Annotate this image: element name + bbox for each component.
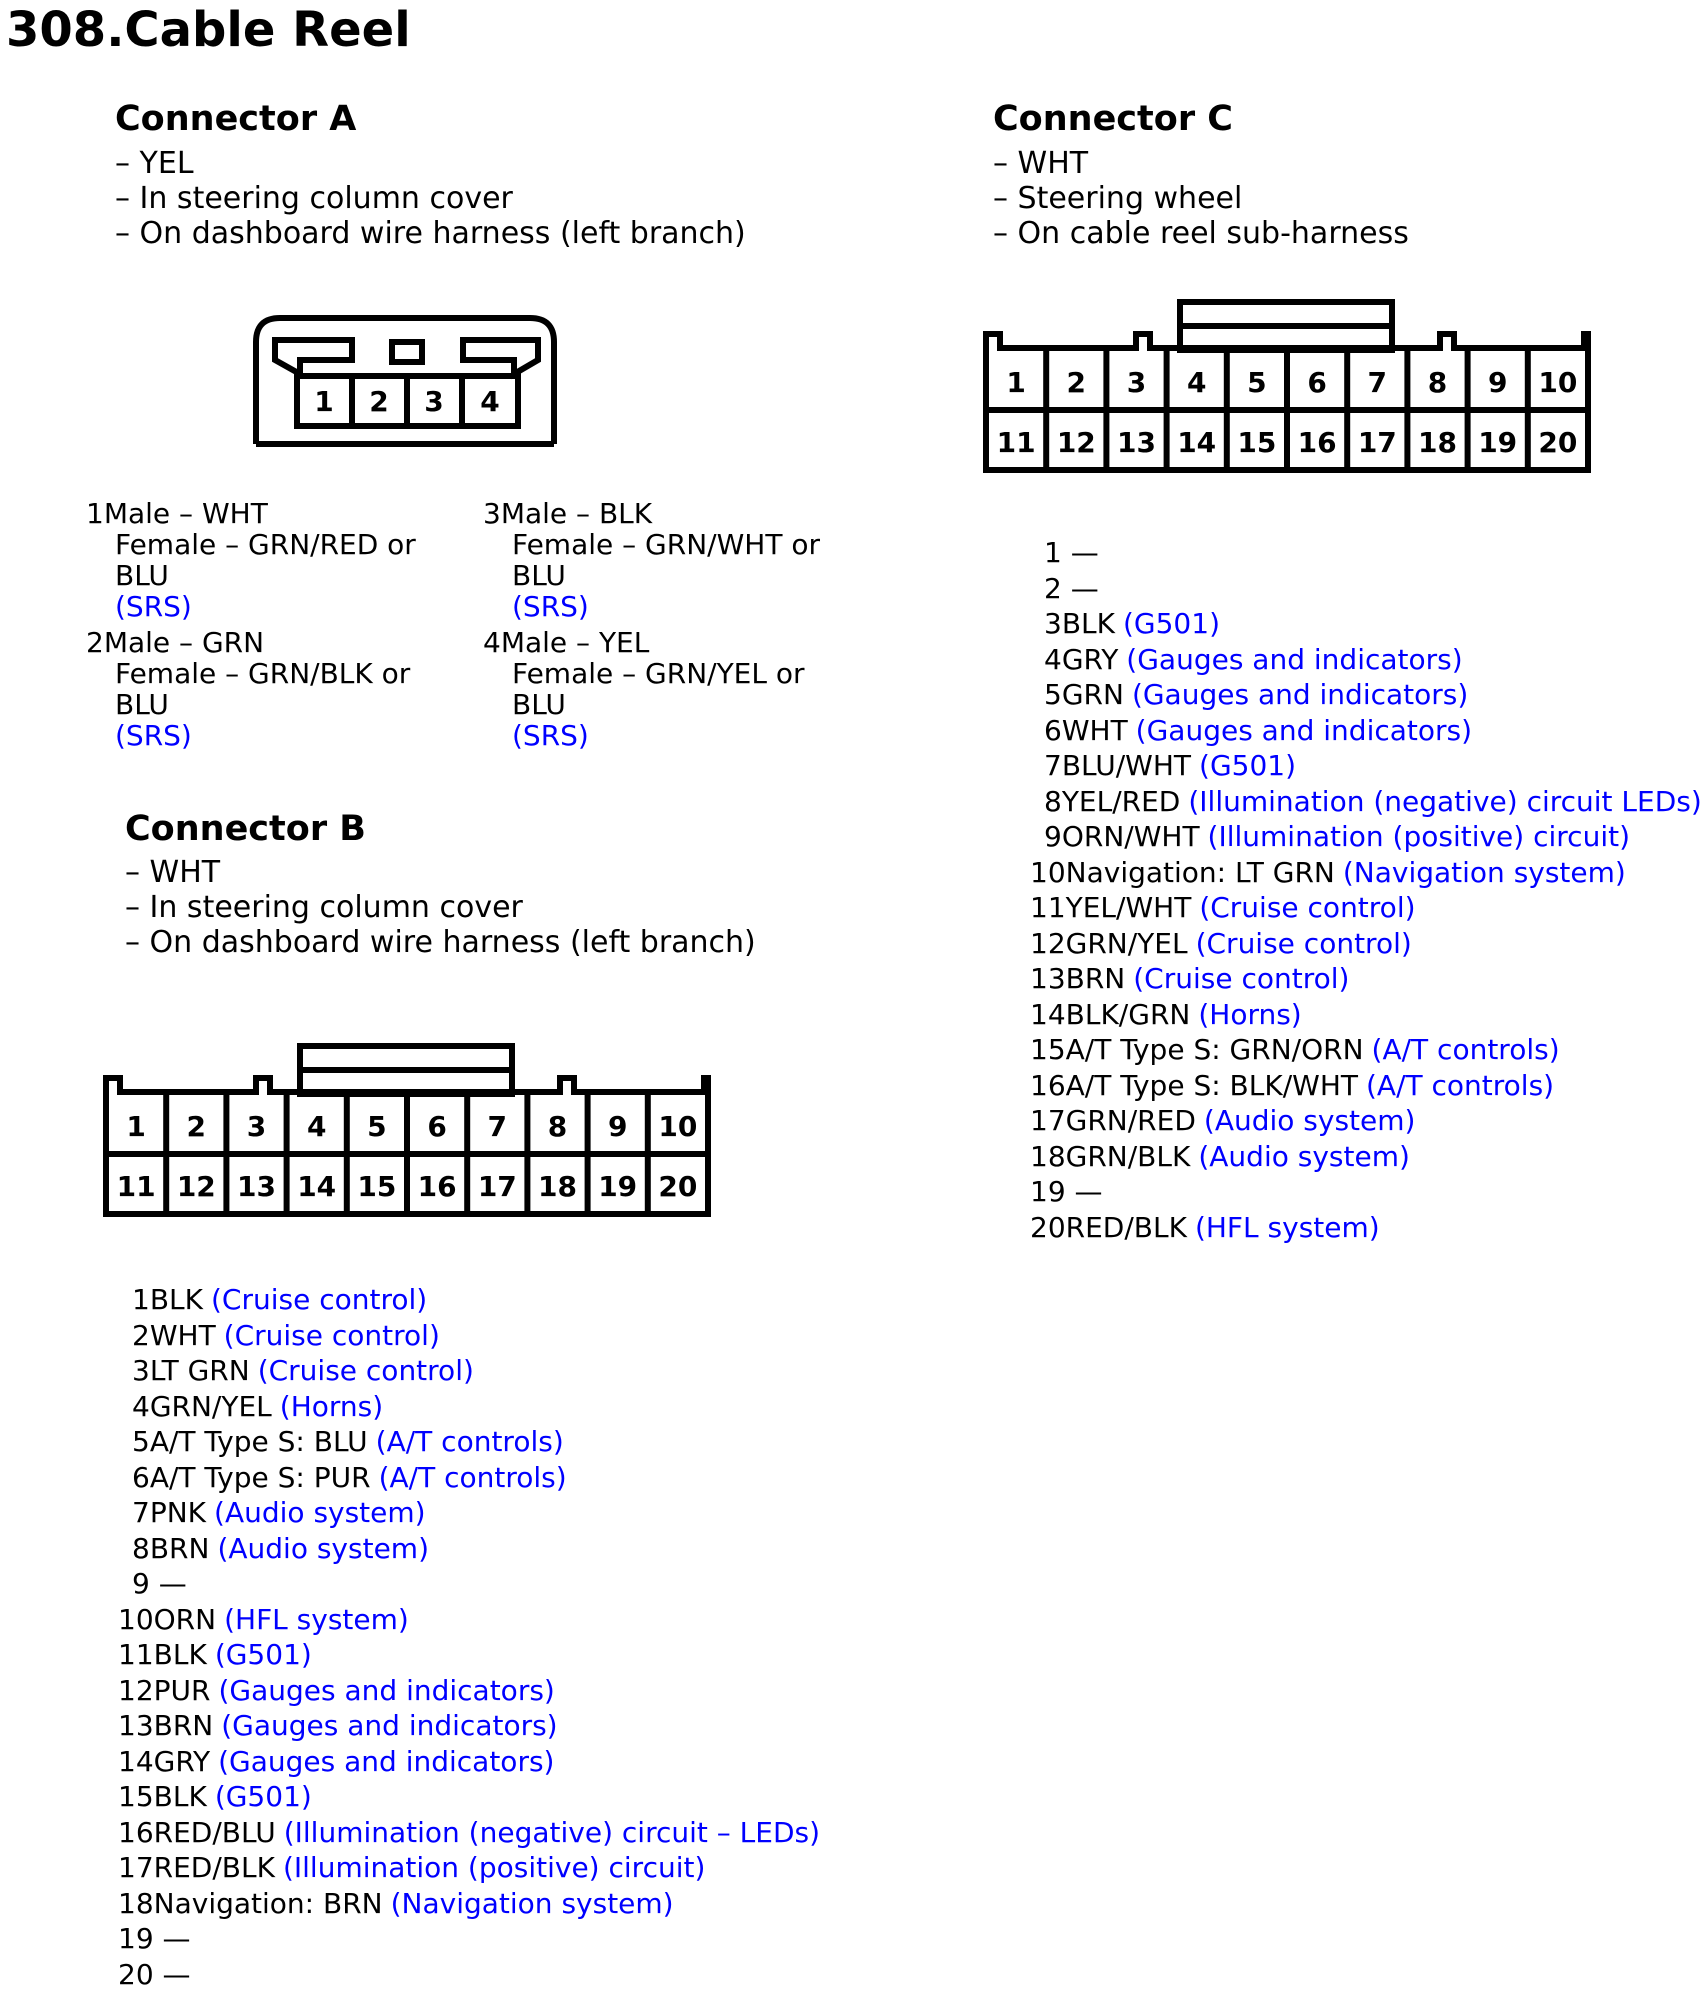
pin-reference: (A/T controls): [378, 1460, 567, 1494]
pin-number: 12: [118, 1673, 154, 1707]
pin-female-wire: Female – GRN/BLK or: [115, 657, 411, 690]
pin-reference: (Audio system): [214, 1496, 426, 1529]
pin-wire-color: A/T Type S: PUR: [149, 1460, 371, 1494]
pin-wire-color: BLK: [149, 1283, 203, 1316]
connector-b-cavity-9: 9: [607, 1110, 628, 1143]
pin-female-wire-alt: BLU: [512, 688, 566, 721]
pin-reference: (SRS): [115, 590, 192, 623]
connector-b-pin-20: [118, 1957, 820, 1993]
connector-b-pin-15: [118, 1779, 820, 1815]
pin-female-wire: Female – GRN/YEL or: [512, 657, 805, 690]
connector-b-cavity-4: 4: [306, 1110, 327, 1143]
pin-wire-color: BRN: [1065, 962, 1126, 995]
pin-number: 15: [118, 1780, 154, 1813]
pin-wire-color: ORN: [153, 1602, 217, 1636]
pin-wire-color: A/T Type S: GRN/ORN: [1065, 1033, 1364, 1066]
pin-wire-color: GRN: [1061, 678, 1124, 711]
pin-wire-color: BRN: [153, 1709, 214, 1742]
pin-female-wire-alt: BLU: [115, 559, 169, 592]
connector-b-color: – WHT: [125, 855, 221, 890]
connector-a-pin-2: [86, 627, 410, 751]
pin-reference: (Cruise control): [1195, 926, 1412, 960]
connector-b-pin-12: [118, 1673, 820, 1709]
pin-number: 4: [483, 626, 501, 659]
pin-reference: (Navigation system): [390, 1886, 674, 1920]
pin-wire-color: ORN/WHT: [1061, 820, 1200, 853]
connector-a-harness: – On dashboard wire harness (left branch): [115, 216, 746, 251]
pin-number: 1: [1044, 536, 1062, 569]
connector-c-harness: – On cable reel sub-harness: [993, 216, 1409, 251]
connector-c-pin-9: [1044, 819, 1702, 855]
pin-reference: (Cruise control): [223, 1318, 440, 1352]
connector-c-cavity-5: 5: [1247, 366, 1267, 399]
connector-b-harness: – On dashboard wire harness (left branch): [125, 925, 756, 960]
connector-b-pin-11: [118, 1637, 820, 1673]
pin-wire-color: RED/BLK: [153, 1851, 275, 1884]
pin-wire-color: —: [153, 1922, 191, 1955]
pin-wire-color: BRN: [149, 1531, 210, 1565]
connector-c-cavity-6: 6: [1307, 366, 1327, 399]
connector-b-cavity-10: 10: [658, 1110, 698, 1143]
connector-c-pin-15: [1030, 1032, 1702, 1068]
pin-wire-color: WHT: [149, 1318, 216, 1352]
connector-b-pin-16: [118, 1815, 820, 1851]
connector-c-pin-3: [1044, 606, 1702, 642]
pin-reference: (HFL system): [1194, 1210, 1380, 1244]
connector-c-pin-7: [1044, 748, 1702, 784]
pin-reference: (A/T controls): [1371, 1033, 1560, 1066]
connector-c-cavity-8: 8: [1427, 366, 1448, 399]
pin-reference: (Gauges and indicators): [1126, 642, 1463, 676]
connector-b-pin-10: [118, 1602, 820, 1638]
pin-reference: (Horns): [279, 1389, 384, 1423]
connector-c-cavity-3: 3: [1126, 366, 1147, 399]
pin-number: 17: [1030, 1104, 1066, 1137]
pin-wire-color: BLK: [153, 1780, 207, 1813]
connector-b-cavity-11: 11: [116, 1170, 156, 1203]
pin-reference: (Gauges and indicators): [218, 1744, 555, 1778]
pin-number: 11: [1030, 891, 1066, 924]
connector-c-details: [993, 146, 1409, 251]
pin-male-wire: Male – YEL: [500, 626, 650, 659]
pin-wire-color: BLK: [1061, 607, 1115, 640]
pin-reference: (Gauges and indicators): [221, 1709, 558, 1742]
pin-number: 7: [132, 1496, 150, 1529]
connector-c-cavity-20: 20: [1538, 426, 1578, 459]
pin-number: 4: [132, 1389, 150, 1423]
pin-wire-color: RED/BLU: [153, 1815, 276, 1849]
connector-b-pin-13: [118, 1708, 820, 1744]
connector-b-pin-3: [132, 1353, 820, 1389]
pin-wire-color: —: [1061, 536, 1099, 569]
connector-c-cavity-4: 4: [1186, 366, 1207, 399]
pin-wire-color: A/T Type S: BLU: [149, 1425, 368, 1458]
connector-b-pin-list: [118, 1282, 821, 1992]
connector-b-pin-7: [132, 1495, 820, 1531]
pin-reference: (Gauges and indicators): [1131, 678, 1469, 711]
connector-b-pin-18: [118, 1886, 820, 1922]
connector-b-pin-1: [132, 1282, 820, 1318]
pin-reference: (Audio system): [1198, 1139, 1410, 1173]
pin-wire-color: BLU/WHT: [1061, 749, 1192, 782]
connector-c-location: – Steering wheel: [993, 181, 1243, 216]
pin-number: 17: [118, 1851, 154, 1884]
connector-b-cavity-1: 1: [126, 1110, 146, 1143]
connector-a-location: – In steering column cover: [115, 181, 513, 216]
connector-b-cavity-17: 17: [477, 1170, 517, 1203]
pin-number: 9: [132, 1567, 150, 1600]
pin-number: 14: [1030, 997, 1066, 1031]
connector-a-cavity-2: 2: [369, 385, 389, 418]
pin-number: 3: [1044, 607, 1062, 640]
connector-b-pin-2: [132, 1318, 820, 1354]
pin-number: 12: [1030, 926, 1066, 960]
pin-wire-color: GRY: [1061, 642, 1119, 676]
pin-number: 19: [1030, 1175, 1066, 1208]
pin-reference: (Navigation system): [1342, 855, 1626, 889]
pin-wire-color: LT GRN: [149, 1354, 250, 1387]
page-title: 308.Cable Reel: [6, 2, 411, 58]
connector-c-cavity-9: 9: [1487, 366, 1508, 399]
pin-number: 14: [118, 1744, 154, 1778]
connector-b-pin-19: [118, 1921, 820, 1957]
pin-wire-color: —: [1065, 1175, 1103, 1208]
pin-wire-color: GRN/YEL: [1065, 926, 1188, 960]
pin-reference: (HFL system): [224, 1602, 409, 1636]
pin-male-wire: Male – BLK: [500, 497, 653, 530]
pin-number: 20: [118, 1957, 154, 1991]
connector-b-pin-9: [132, 1566, 820, 1602]
pin-male-wire: Male – GRN: [103, 626, 265, 659]
pin-wire-color: BLK: [153, 1638, 207, 1671]
connector-c-cavity-1: 1: [1006, 366, 1026, 399]
connector-c-cavity-13: 13: [1117, 426, 1156, 459]
connector-b-heading: Connector B: [125, 809, 366, 849]
pin-number: 2: [132, 1318, 150, 1352]
pin-number: 10: [118, 1602, 154, 1636]
connector-c-pin-8: [1044, 784, 1702, 820]
pin-wire-color: BLK/GRN: [1065, 997, 1191, 1031]
pin-reference: (A/T controls): [1366, 1068, 1555, 1102]
pin-reference: (Cruise control): [1199, 891, 1416, 924]
connector-c-color: – WHT: [993, 146, 1089, 181]
pin-number: 16: [1030, 1068, 1066, 1102]
pin-reference: (G501): [214, 1638, 312, 1671]
connector-c-cavity-11: 11: [996, 426, 1036, 459]
connector-c-cavity-15: 15: [1237, 426, 1277, 459]
pin-reference: (Cruise control): [1133, 962, 1350, 995]
pin-reference: (Illumination (negative) circuit – LEDs): [283, 1815, 821, 1849]
connector-c-heading: Connector C: [993, 99, 1233, 139]
connector-a-heading: Connector A: [115, 99, 357, 139]
connector-b-diagram: [100, 1040, 720, 1220]
connector-c-pin-12: [1030, 926, 1702, 962]
pin-wire-color: PUR: [153, 1673, 211, 1707]
pin-number: 18: [118, 1886, 154, 1920]
connector-b-cavity-2: 2: [186, 1110, 207, 1143]
connector-c-cavity-12: 12: [1056, 426, 1096, 459]
connector-c-pin-16: [1030, 1068, 1702, 1104]
pin-reference: (Gauges and indicators): [218, 1673, 555, 1707]
pin-number: 8: [132, 1531, 150, 1565]
connector-c-pin-17: [1030, 1103, 1702, 1139]
connector-c-cavity-14: 14: [1177, 426, 1217, 459]
connector-c-cavity-17: 17: [1357, 426, 1397, 459]
pin-wire-color: A/T Type S: BLK/WHT: [1065, 1068, 1358, 1102]
connector-c-pin-18: [1030, 1139, 1702, 1175]
pin-wire-color: PNK: [149, 1496, 207, 1529]
connector-b-pin-17: [118, 1850, 820, 1886]
connector-c-cavity-2: 2: [1066, 366, 1087, 399]
pin-number: 13: [1030, 962, 1066, 995]
pin-female-wire-alt: BLU: [512, 559, 566, 592]
connector-b-cavity-14: 14: [297, 1170, 337, 1203]
pin-number: 6: [132, 1460, 150, 1494]
connector-b-cavity-5: 5: [367, 1110, 387, 1143]
connector-c-cavity-10: 10: [1538, 366, 1578, 399]
pin-number: 5: [1044, 678, 1062, 711]
pin-number: 2: [1044, 571, 1062, 605]
connector-b-cavity-19: 19: [598, 1170, 638, 1203]
connector-b-location: – In steering column cover: [125, 890, 523, 925]
connector-a-cavity-4: 4: [480, 385, 500, 418]
connector-b-cavity-20: 20: [658, 1170, 698, 1203]
pin-wire-color: WHT: [1061, 713, 1128, 747]
connector-b-cavity-8: 8: [547, 1110, 568, 1143]
pin-reference: (Audio system): [217, 1531, 429, 1565]
connector-c-cavity-16: 16: [1297, 426, 1337, 459]
pin-wire-color: GRN/YEL: [149, 1389, 272, 1423]
pin-reference: (Cruise control): [257, 1354, 474, 1387]
pin-wire-color: YEL/RED: [1061, 784, 1181, 818]
pin-wire-color: —: [1061, 571, 1099, 605]
connector-a-color: – YEL: [115, 146, 194, 181]
pin-number: 3: [132, 1354, 150, 1387]
pin-number: 10: [1030, 855, 1066, 889]
connector-c-pin-4: [1044, 642, 1702, 678]
connector-a-diagram: [252, 312, 562, 452]
pin-number: 11: [118, 1638, 154, 1671]
connector-b-pin-14: [118, 1744, 820, 1780]
pin-reference: (Illumination (positive) circuit): [282, 1851, 706, 1884]
connector-c-pin-5: [1044, 677, 1702, 713]
pin-number: 1: [132, 1283, 150, 1316]
pin-wire-color: GRY: [153, 1744, 211, 1778]
connector-c-pin-list: [1030, 535, 1702, 1245]
pin-reference: (Illumination (positive) circuit): [1207, 820, 1630, 853]
connector-a-pin-4: [483, 627, 805, 751]
connector-a-pin-1: [86, 498, 416, 622]
pin-reference: (Horns): [1198, 997, 1302, 1031]
pin-reference: (Illumination (negative) circuit LEDs): [1188, 784, 1702, 818]
pin-number: 6: [1044, 713, 1062, 747]
connector-c-cavity-7: 7: [1367, 366, 1388, 399]
pin-number: 2: [86, 626, 104, 659]
pin-number: 15: [1030, 1033, 1066, 1066]
pin-wire-color: GRN/BLK: [1065, 1139, 1191, 1173]
connector-c-diagram: [980, 296, 1600, 476]
pin-number: 7: [1044, 749, 1062, 782]
pin-wire-color: Navigation: LT GRN: [1065, 855, 1335, 889]
connector-c-pin-19: [1030, 1174, 1702, 1210]
connector-c-pin-10: [1030, 855, 1702, 891]
pin-number: 4: [1044, 642, 1062, 676]
connector-b-cavity-3: 3: [246, 1110, 267, 1143]
connector-b-cavity-12: 12: [176, 1170, 216, 1203]
connector-c-cavity-18: 18: [1418, 426, 1457, 459]
connector-c-pin-2: [1044, 571, 1702, 607]
connector-b-cavity-15: 15: [357, 1170, 397, 1203]
pin-number: 8: [1044, 784, 1062, 818]
connector-b-cavity-16: 16: [417, 1170, 457, 1203]
connector-c-pin-14: [1030, 997, 1702, 1033]
connector-b-pin-4: [132, 1389, 820, 1425]
pin-reference: (A/T controls): [375, 1425, 564, 1458]
pin-male-wire: Male – WHT: [103, 497, 268, 530]
pin-female-wire: Female – GRN/WHT or: [512, 528, 820, 561]
pin-number: 5: [132, 1425, 150, 1458]
pin-wire-color: YEL/WHT: [1065, 891, 1192, 924]
connector-b-pin-6: [132, 1460, 820, 1496]
connector-a-pin-3: [483, 498, 820, 622]
pin-number: 9: [1044, 820, 1062, 853]
connector-a-cavity-1: 1: [314, 385, 334, 418]
pin-number: 18: [1030, 1139, 1066, 1173]
connector-c-pin-6: [1044, 713, 1702, 749]
pin-female-wire: Female – GRN/RED or: [115, 528, 416, 561]
pin-number: 20: [1030, 1210, 1066, 1244]
connector-b-cavity-6: 6: [427, 1110, 447, 1143]
pin-wire-color: Navigation: BRN: [153, 1886, 383, 1920]
pin-number: 16: [118, 1815, 154, 1849]
pin-wire-color: —: [153, 1957, 191, 1991]
connector-c-pin-11: [1030, 890, 1702, 926]
connector-b-pin-5: [132, 1424, 820, 1460]
connector-a-cavity-3: 3: [424, 385, 444, 418]
pin-number: 19: [118, 1922, 154, 1955]
connector-b-cavity-18: 18: [538, 1170, 577, 1203]
connector-b-details: [125, 855, 756, 960]
pin-reference: (SRS): [115, 719, 192, 752]
connector-c-pin-13: [1030, 961, 1702, 997]
pin-reference: (Audio system): [1203, 1104, 1416, 1137]
pin-female-wire-alt: BLU: [115, 688, 169, 721]
connector-b-pin-8: [132, 1531, 820, 1567]
connector-c-pin-1: [1044, 535, 1702, 571]
pin-reference: (G501): [1123, 607, 1220, 640]
pin-number: 1: [86, 497, 104, 530]
pin-number: 13: [118, 1709, 154, 1742]
pin-reference: (G501): [214, 1780, 312, 1813]
pin-reference: (G501): [1199, 749, 1297, 782]
pin-wire-color: —: [149, 1567, 187, 1600]
pin-number: 3: [483, 497, 501, 530]
connector-b-cavity-13: 13: [237, 1170, 276, 1203]
connector-c-cavity-19: 19: [1478, 426, 1518, 459]
pin-reference: (SRS): [512, 590, 589, 623]
pin-reference: (SRS): [512, 719, 589, 752]
pin-wire-color: RED/BLK: [1065, 1210, 1187, 1244]
pin-reference: (Gauges and indicators): [1135, 713, 1473, 747]
pin-wire-color: GRN/RED: [1065, 1104, 1196, 1137]
connector-a-details: [115, 146, 746, 251]
connector-b-cavity-7: 7: [487, 1110, 508, 1143]
connector-c-pin-20: [1030, 1210, 1702, 1246]
pin-reference: (Cruise control): [211, 1283, 428, 1316]
